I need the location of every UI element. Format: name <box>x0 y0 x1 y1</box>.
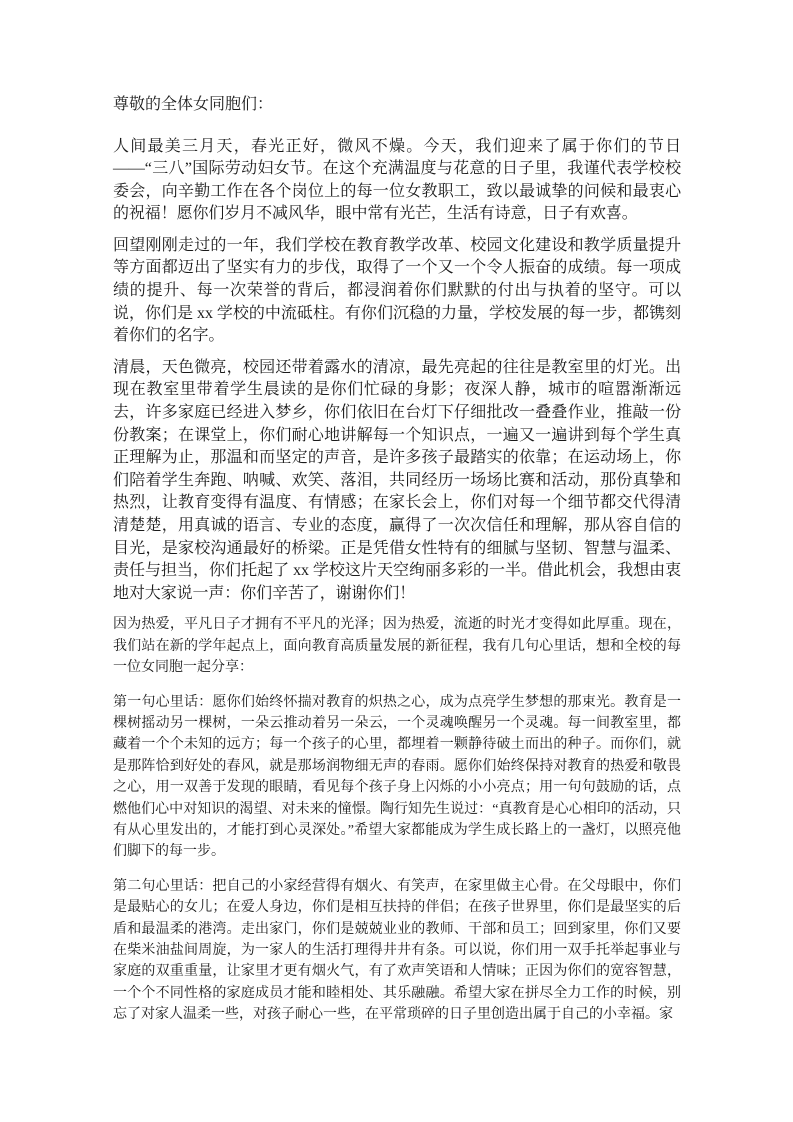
salutation: 尊敬的全体女同胞们： <box>113 96 274 113</box>
paragraph-first-heart-message: 第一句心里话：愿你们始终怀揣对教育的炽热之心，成为点亮学生梦想的那束光。教育是一棵树摇动另一棵树，一朵云推动着另一朵云，一个灵魂唤醒另一个灵魂。每一间教室里，都藏着一个个未知的远方；每一个孩子的心里，都埋着一颗静待破土而出的种子。而你们，就是那阵恰到好处的春风，就是那场润物细无声的春雨。愿你们始终保持对教育的热爱和敬畏之心，用一双善于发现的眼睛，看见每个孩子身上闪烁的小小亮点；用一句句鼓励的话，点燃他们心中对知识的渴望、对未来的憧憬。陶行知先生说过：“真教育是心心相印的活动，只有从心里发出的，才能打到心灵深处。”希望大家都能成为学生成长路上的一盏灯，以照亮他们脚下的每一步。 <box>113 694 681 860</box>
paragraph-year-review: 回望刚刚走过的一年，我们学校在教育教学改革、校园文化建设和教学质量提升等方面都迈出了坚实有力的步伐，取得了一个又一个令人振奋的成绩。每一项成绩的提升、每一次荣誉的背后，都浸润着你们默默的付出与执着的坚守。可以说，你们是 xx 学校的中流砥柱。有你们沉稳的力量，学校发展的每一步，都镌刻着你们的名字。 <box>113 236 681 345</box>
paragraph-opening-greeting: 人间最美三月天，春光正好，微风不燥。今天，我们迎来了属于你们的节日——“三八”国际劳动妇女节。在这个充满温度与花意的日子里，我谨代表学校校委会，向辛勤工作在各个岗位上的每一位女教职工，致以最诚挚的问候和最衷心的祝福！愿你们岁月不减风华，眼中常有光芒，生活有诗意，日子有欢喜。 <box>113 137 681 223</box>
paragraph-second-heart-message: 第二句心里话：把自己的小家经营得有烟火、有笑声，在家里做主心骨。在父母眼中，你们是最贴心的女儿；在爱人身边，你们是相互扶持的伴侣；在孩子世界里，你们是最坚实的后盾和最温柔的港湾。走出家门，你们是兢兢业业的教师、干部和员工；回到家里，你们又要在柴米油盐间周旋，为一家人的生活打理得井井有条。可以说，你们用一双手托举起事业与家庭的双重重量，让家里才更有烟火气，有了欢声笑语和人情味；正因为你们的宽容智慧，一个个不同性格的家庭成员才能和睦相处、其乐融融。希望大家在拼尽全力工作的时候，别忘了对家人温柔一些，对孩子耐心一些，在平常琐碎的日子里创造出属于自己的小幸福。家 <box>113 878 681 1023</box>
paragraph-transition-sharing: 因为热爱，平凡日子才拥有不平凡的光泽；因为热爱，流逝的时光才变得如此厚重。现在，我们站在新的学年起点上，面向教育高质量发展的新征程，我有几句心里话，想和全校的每一位女同胞一起分享： <box>113 617 681 676</box>
paragraph-daily-dedication: 清晨，天色微亮，校园还带着露水的清凉，最先亮起的往往是教室里的灯光。出现在教室里带着学生晨读的是你们忙碌的身影；夜深人静，城市的喧嚣渐渐远去，许多家庭已经进入梦乡，你们依旧在台灯下仔细批改一叠叠作业，推敲一份份教案；在课堂上，你们耐心地讲解每一个知识点，一遍又一遍讲到每个学生真正理解为止，那温和而坚定的声音，是许多孩子最踏实的依靠；在运动场上，你们陪着学生奔跑、呐喊、欢笑、落泪，共同经历一场场比赛和活动，那份真挚和热烈，让教育变得有温度、有情感；在家长会上，你们对每一个细节都交代得清清楚楚，用真诚的语言、专业的态度，赢得了一次次信任和理解，那从容自信的目光，是家校沟通最好的桥梁。正是凭借女性特有的细腻与坚韧、智慧与温柔、责任与担当，你们托起了 xx 学校这片天空绚丽多彩的一半。借此机会，我想由衷地对大家说一声：你们辛苦了，谢谢你们！ <box>113 358 681 602</box>
